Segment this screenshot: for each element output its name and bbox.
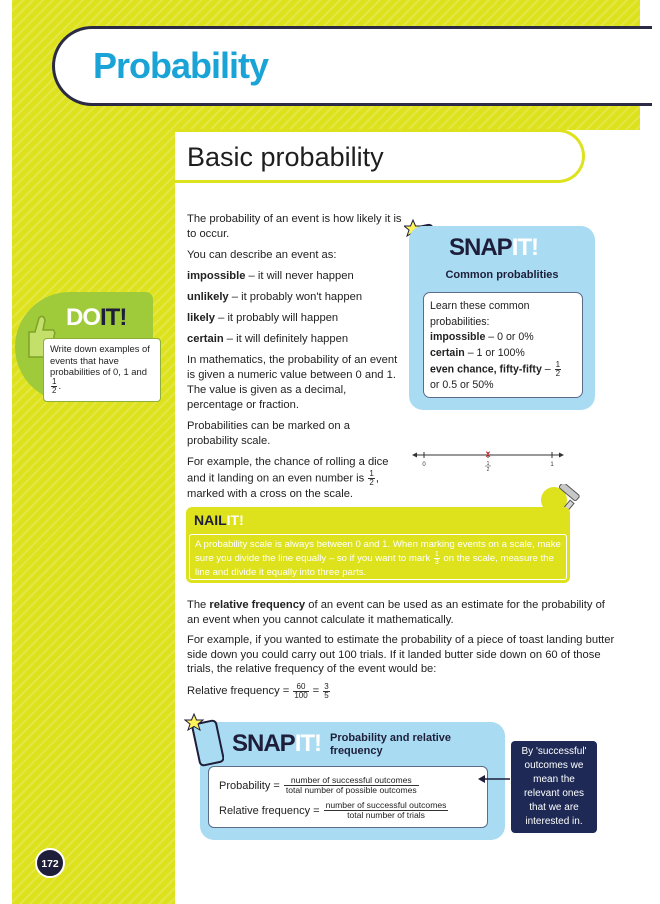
- intro-column: [187, 212, 402, 508]
- snap-intro: Learn these common probabilities:: [430, 300, 530, 328]
- snap-it-title: [449, 234, 538, 262]
- snap-title-part-1: SNAP: [449, 234, 512, 261]
- fraction-half: [51, 378, 57, 395]
- scale-label-half-den: 2: [486, 467, 490, 473]
- relative-formula-label: Relative frequency =: [219, 804, 320, 817]
- fraction-half: [555, 361, 561, 378]
- nail-it-panel: [186, 507, 570, 583]
- fraction-numerator: 1: [555, 360, 561, 369]
- do-it-text-end: .: [58, 379, 62, 391]
- fraction-denominator: 2: [555, 369, 561, 378]
- equation-label: Relative frequency =: [187, 684, 290, 697]
- term-likely-def: – it probably will happen: [215, 312, 339, 324]
- callout-arrow: [478, 770, 510, 788]
- snap-it-title: [232, 730, 321, 758]
- do-it-text-box: [43, 338, 161, 402]
- snap-it-relative-frequency: [200, 722, 505, 840]
- fraction-denominator: 2: [369, 478, 374, 487]
- intro-paragraph-3: In mathematics, the probability of an event is given a numeric value between 0 and 1. The value is given as a decimal, percentage or fraction.: [187, 354, 398, 411]
- term-unlikely-label: unlikely: [187, 291, 229, 303]
- chapter-title: Probability: [93, 45, 269, 86]
- chapter-title-banner: [52, 26, 652, 106]
- term-impossible: [187, 269, 402, 284]
- fraction-third: [434, 551, 440, 566]
- probability-fraction: [284, 776, 419, 795]
- snap-impossible-term: impossible: [430, 331, 486, 343]
- term-likely: [187, 311, 402, 326]
- nail-text-start: A probability scale is always between 0 and 1. When marking events on a scale, make sure you divide the line equally – so if you want to mark: [195, 539, 561, 565]
- fraction-numerator: 1: [434, 551, 439, 558]
- snap-title-part-1: SNAP: [232, 730, 295, 757]
- relative-frequency-equation: [187, 683, 617, 700]
- paragraph-5-start: For example, the chance of rolling a dice and it landing on an even number is: [187, 456, 389, 485]
- scale-label-zero: 0: [422, 462, 426, 468]
- right-margin: [640, 0, 660, 904]
- relative-paragraph-1: [187, 598, 617, 627]
- nail-it-text-box: [189, 534, 567, 580]
- fraction-half: [368, 470, 374, 487]
- nail-it-title: [194, 512, 244, 528]
- term-certain-def: – it will definitely happen: [223, 333, 349, 345]
- relative-frequency-section: [187, 598, 617, 700]
- section-title: Basic probability: [187, 142, 384, 172]
- scale-label-half-num: 1: [486, 461, 490, 467]
- fraction-denominator: 3: [434, 559, 439, 566]
- term-likely-label: likely: [187, 312, 215, 324]
- snap-certain: [430, 346, 576, 362]
- do-it-title-part-2: IT!: [100, 304, 127, 331]
- snap-even-tail: or 0.5 or 50%: [430, 379, 494, 391]
- relative-frequency-formula: [219, 798, 477, 823]
- intro-paragraph-5: [187, 455, 402, 502]
- section-title-banner: [175, 129, 585, 183]
- snap-title-part-2: IT!: [511, 234, 539, 261]
- fraction-numerator: 60: [293, 683, 308, 692]
- probability-formula: [219, 773, 477, 798]
- snap-even-chance: [430, 361, 576, 378]
- fraction-denominator: 5: [324, 690, 329, 700]
- snap-it-content-box: [423, 292, 583, 398]
- relative-p1-start: The: [187, 599, 210, 611]
- green-sidebar-background: [12, 0, 175, 904]
- do-it-title: [66, 304, 126, 332]
- fraction-numerator: 1: [52, 376, 57, 386]
- snap-it-common-probabilities: [409, 226, 595, 410]
- intro-paragraph-1: The probability of an event is how likely it is to occur.: [187, 213, 402, 240]
- fraction-denominator: total number of possible outcomes: [285, 785, 417, 795]
- term-impossible-label: impossible: [187, 270, 246, 282]
- do-it-text: Write down examples of events that have probabilities of 0, 1 and: [50, 343, 150, 377]
- intro-paragraph-4: Probabilities can be marked on a probability scale.: [187, 420, 350, 447]
- fraction-denominator: 100: [294, 690, 308, 700]
- fraction-numerator: number of successful outcomes: [325, 800, 447, 810]
- fraction-numerator: 3: [324, 681, 329, 691]
- snap-even-dash: –: [541, 363, 554, 376]
- phone-star-icon: [184, 712, 224, 768]
- fraction-60-100: [293, 683, 308, 700]
- nail-title-part-1: NAIL: [194, 512, 227, 528]
- term-certain-label: certain: [187, 333, 224, 345]
- do-it-title-part-1: DO: [66, 304, 100, 331]
- snap-it-formula-box: [208, 766, 488, 828]
- snap-certain-term: certain: [430, 346, 465, 359]
- term-impossible-def: – it will never happen: [245, 270, 354, 282]
- fraction-denominator: total number of trials: [347, 810, 425, 820]
- scale-cross-mark: x: [485, 449, 491, 460]
- snap-title-part-2: IT!: [294, 730, 322, 757]
- nail-text-end: on the scale, measure the line and divide it equally into three parts.: [195, 553, 554, 578]
- probability-scale: [412, 446, 564, 476]
- term-certain: [187, 332, 402, 347]
- snap-it-subtitle: Common probablities: [445, 269, 559, 281]
- nail-title-part-2: IT!: [226, 512, 244, 528]
- fraction-numerator: number of successful outcomes: [284, 776, 419, 786]
- term-unlikely: [187, 290, 402, 305]
- snap-certain-value: – 1 or 100%: [464, 346, 525, 359]
- fraction-numerator: 1: [369, 469, 374, 478]
- scale-label-one: 1: [550, 462, 554, 468]
- snap-impossible-value: – 0 or 0%: [485, 331, 534, 343]
- intro-paragraph-2: You can describe an event as:: [187, 249, 337, 261]
- paragraph-5-end: , marked with a cross on the scale.: [187, 472, 379, 500]
- snap-impossible: [430, 330, 576, 346]
- term-unlikely-def: – it probably won't happen: [228, 291, 363, 303]
- fraction-denominator: 2: [52, 385, 57, 395]
- fraction-3-5: [323, 683, 329, 700]
- probability-formula-label: Probability =: [219, 779, 280, 792]
- relative-p1-end: of an event can be used as an estimate for the probability of an event when you cannot calculate it mathematically.: [187, 599, 605, 626]
- relative-frequency-term: relative frequency: [209, 599, 306, 611]
- equals-sign: =: [312, 684, 320, 697]
- relative-fraction: [324, 801, 449, 820]
- page-number: 172: [35, 848, 65, 878]
- snap-it-subtitle: Probability and relative frequency: [330, 732, 452, 757]
- successful-outcomes-callout: By 'successful' outcomes we mean the relevant ones that we are interested in.: [511, 741, 597, 833]
- snap-even-term: even chance, fifty-fifty: [430, 363, 542, 376]
- relative-paragraph-2: For example, if you wanted to estimate the probability of a piece of toast landing butter side down you could carry out 100 trials. If it landed butter side down on 60 of those trials, the relative frequency of the event would be:: [187, 634, 615, 675]
